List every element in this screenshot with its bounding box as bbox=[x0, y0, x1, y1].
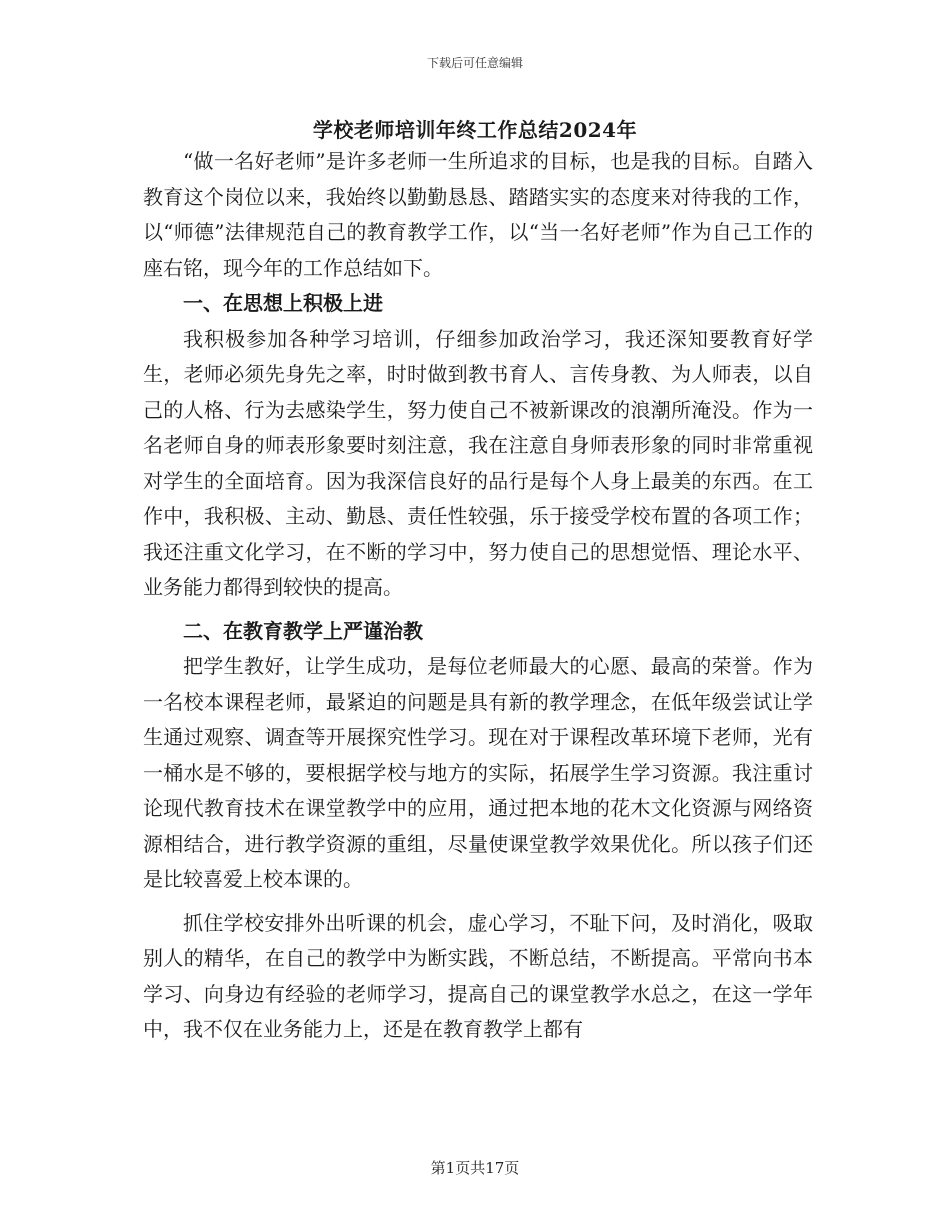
document-body bbox=[143, 144, 813, 1048]
section-2-paragraph-2: 抓住学校安排外出听课的机会，虚心学习，不耻下问，及时消化，吸取别人的精华，在自己的教学中为断实践，不断总结，不断提高。平常向书本学习、向身边有经验的老师学习，提高自己的课堂教学水总之，在这一学年中，我不仅在业务能力上，还是在教育教学上都有 bbox=[143, 910, 813, 1041]
intro-paragraph: “做一名好老师”是许多老师一生所追求的目标，也是我的目标。自踏入教育这个岗位以来，我始终以勤勤恳恳、踏踏实实的态度来对待我的工作，以“师德”法律规范自己的教育教学工作，以“当一名好老师”作为自己工作的座右铭，现今年的工作总结如下。 bbox=[143, 149, 813, 280]
section-1-heading: 一、在思想上积极上进 bbox=[183, 291, 383, 315]
section-2-paragraph-1: 把学生教好，让学生成功，是每位老师最大的心愿、最高的荣誉。作为一名校本课程老师，最紧迫的问题是具有新的教学理念，在低年级尝试让学生通过观察、调查等开展探究性学习。现在对于课程改革环境下老师，光有一桶水是不够的，要根据学校与地方的实际，拓展学生学习资源。我注重讨论现代教育技术在课堂教学中的应用，通过把本地的花木文化资源与网络资源相结合，进行教学资源的重组，尽量使课堂教学效果优化。所以孩子们还是比较喜爱上校本课的。 bbox=[143, 654, 813, 891]
document-title: 学校老师培训年终工作总结2024年 bbox=[312, 118, 638, 142]
section-2-heading: 二、在教育教学上严谨治教 bbox=[183, 618, 423, 643]
header-note: 下载后可任意编辑 bbox=[426, 56, 523, 70]
page-number: 第1页共17页 bbox=[430, 1159, 520, 1177]
section-1-paragraph: 我积极参加各种学习培训，仔细参加政治学习，我还深知要教育好学生，老师必须先身先之率，时时做到教书育人、言传身教、为人师表，以自己的人格、行为去感染学生，努力使自己不被新课改的浪潮所淹没。作为一名老师自身的师表形象要时刻注意，我在注意自身师表形象的同时非常重视对学生的全面培育。因为我深信良好的品行是每个人身上最美的东西。在工作中，我积极、主动、勤恳、责任性较强，乐于接受学校布置的各项工作；我还注重文化学习，在不断的学习中，努力使自己的思想觉悟、理论水平、业务能力都得到较快的提高。 bbox=[143, 326, 813, 599]
